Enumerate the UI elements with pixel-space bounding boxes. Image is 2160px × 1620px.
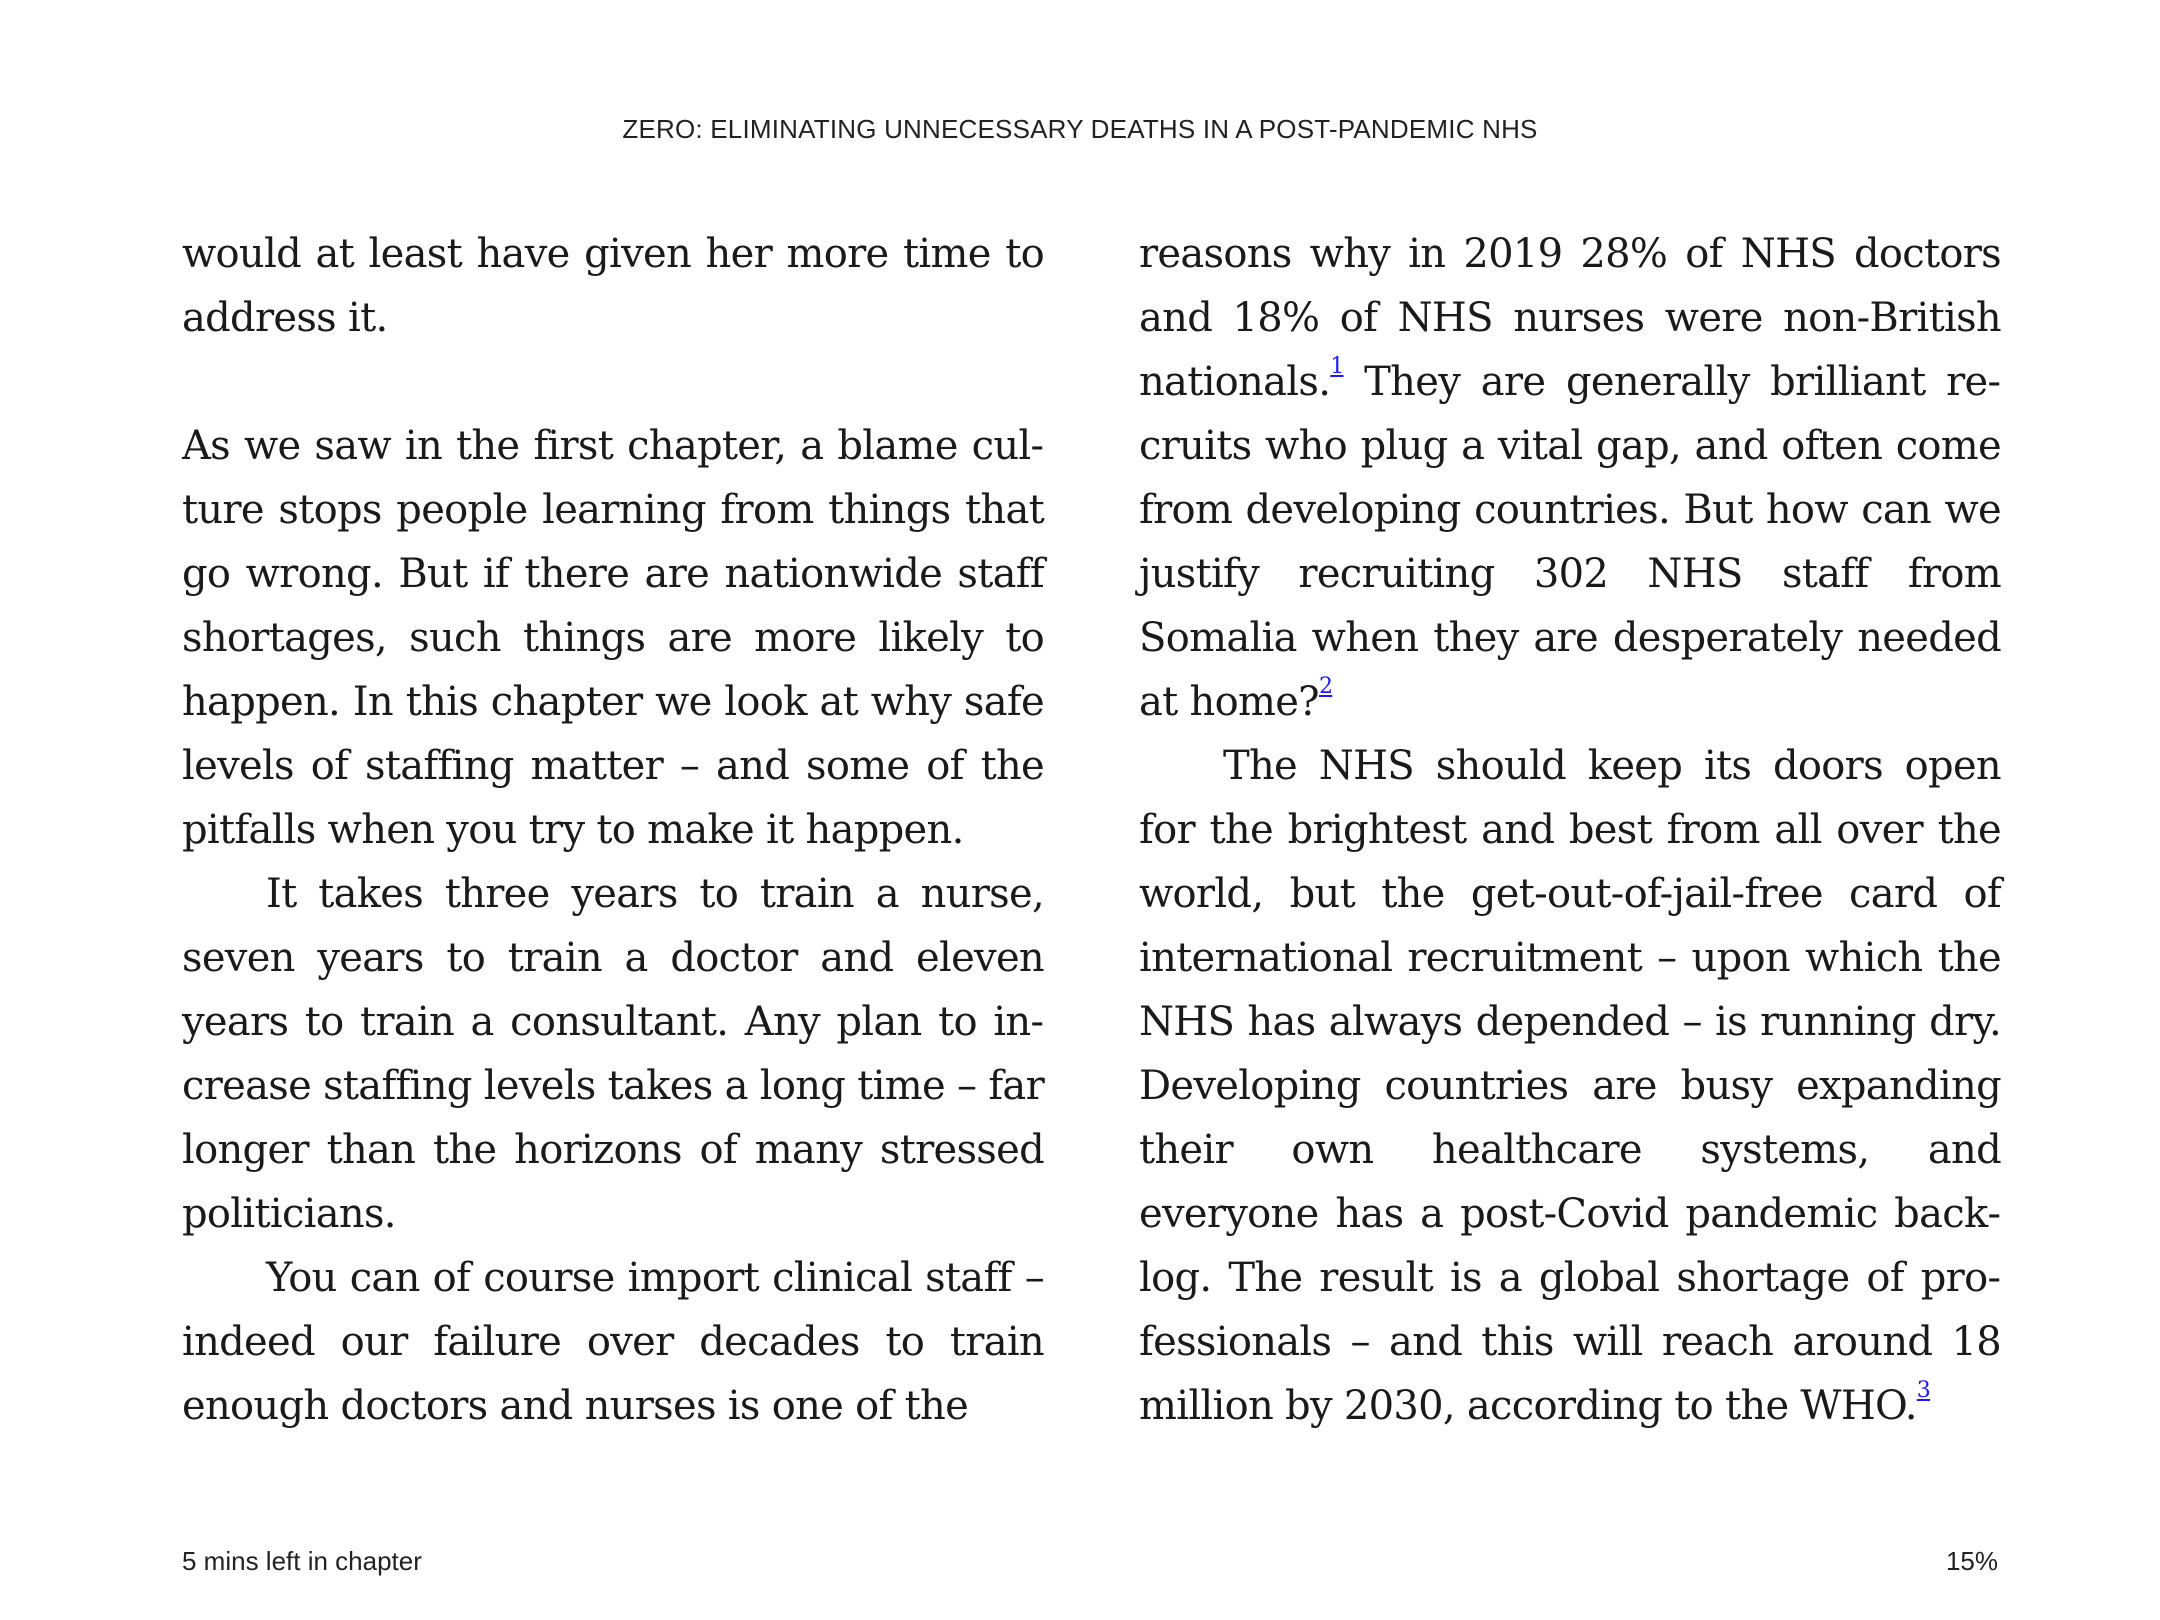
paragraph-text: reasons why in 2019 28% of NHS doctors and 18% of NHS nurses were non-British nationals. [1139,231,2001,405]
paragraph: As we saw in the first chapter, a blame culture stops people learning from things that go wrong. But if there are nationwide staff shortages, such things are more likely to happen. In this chapter we look at why safe levels of staffing matter – and some of the pitfalls when you try to make it happen. [182,423,1044,853]
paragraph [1139,222,2001,734]
paragraph [1139,734,2001,1438]
left-text-column [182,222,1044,1438]
reading-progress: 15% [1945,1546,1998,1576]
footnote-link-3[interactable]: 3 [1916,1378,1931,1403]
paragraph: You can of course import clinical staff – indeed our failure over decades to train enough doctors and nurses is one of the [182,1255,1044,1429]
paragraph-text: They are generally brilliant recruits who plug a vital gap, and often come from developing countries. But how can we justify recruiting 302 NHS staff from Somalia when they are desperately needed at home? [1139,359,2001,725]
paragraph: It takes three years to train a nurse, seven years to train a doctor and eleven years to train a consultant. Any plan to increase staffing levels takes a long time – far longer than the horizons of many stressed politicians. [182,871,1044,1237]
paragraph: would at least have given her more time to address it. [182,231,1044,341]
footnote-link-1[interactable]: 1 [1330,354,1344,379]
footnote-link-2[interactable]: 2 [1318,674,1333,699]
chapter-time-remaining: 5 mins left in chapter [182,1546,422,1576]
running-header: ZERO: ELIMINATING UNNECESSARY DEATHS IN A POST-PANDEMIC NHS [622,114,1538,144]
paragraph-text: The NHS should keep its doors open for the brightest and best from all over the world, but the get-out-of-jail-free card of international recruitment – upon which the NHS has always depended – is running dry. Developing countries are busy expanding their own healthcare systems, and everyone has a post-Covid pandemic backlog. The result is a global shortage of professionals – and this will reach around 18 million by 2030, according to the WHO. [1139,743,2001,1429]
right-text-column [1139,222,2001,1438]
